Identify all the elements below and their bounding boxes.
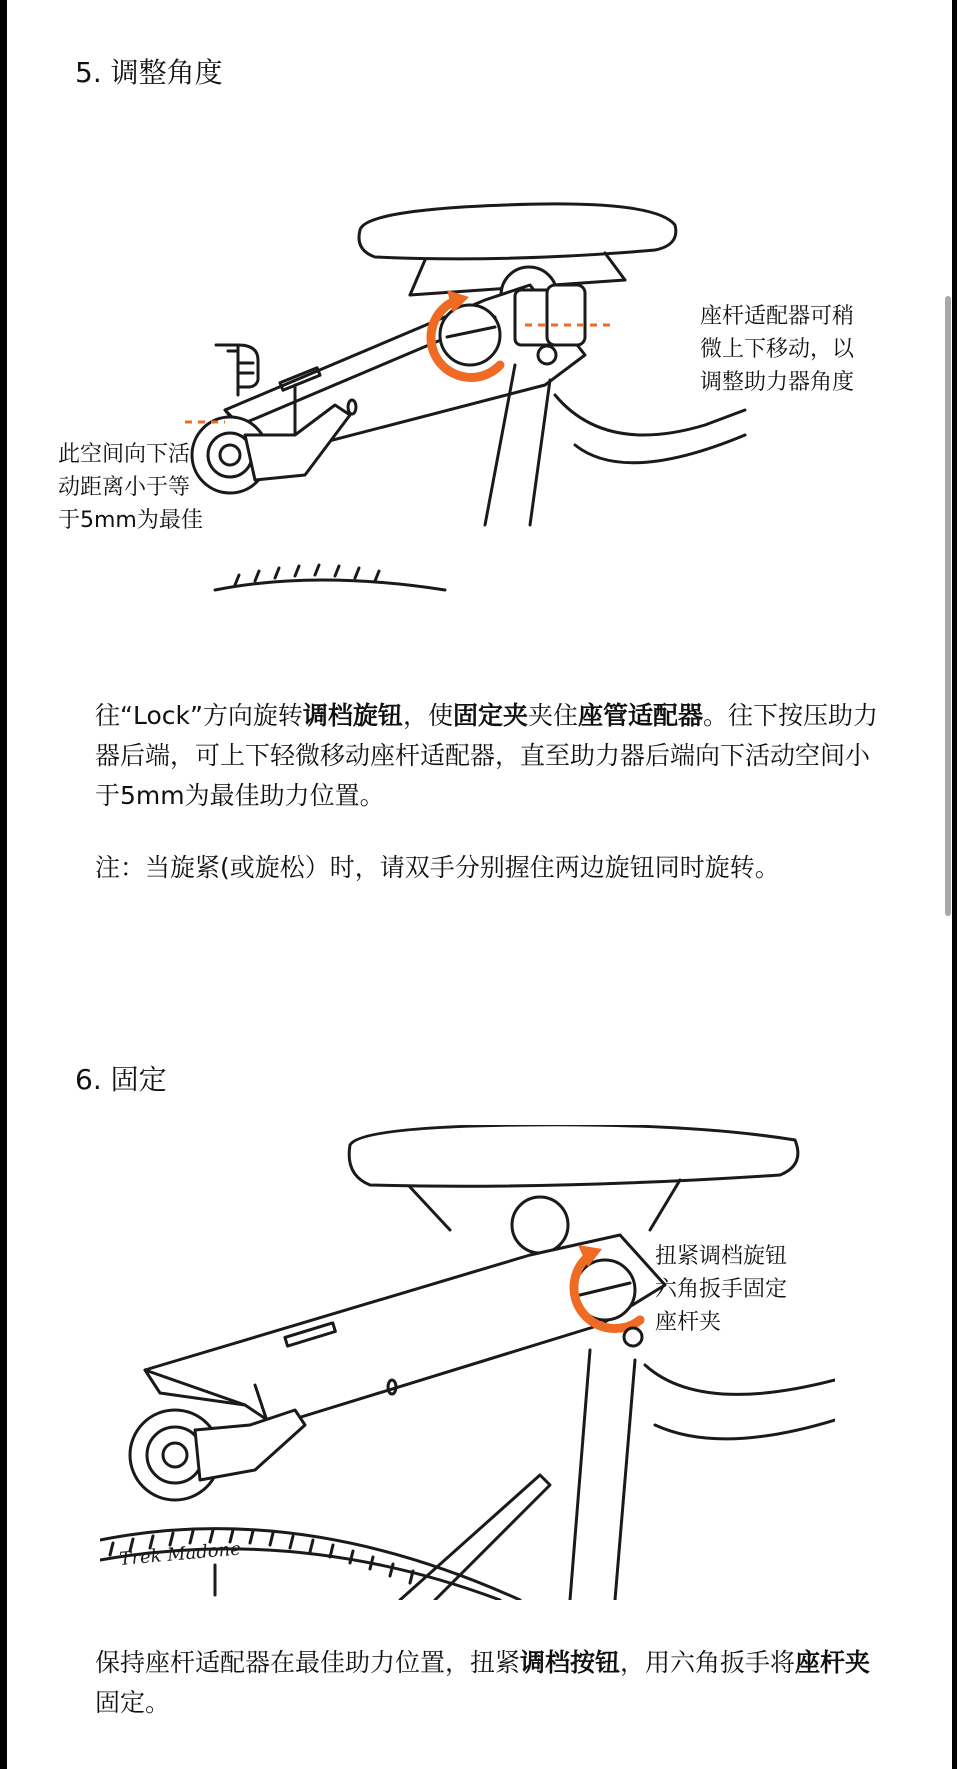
section-5-instruction (95, 696, 885, 816)
window-border-right (952, 0, 957, 1769)
callout-line: 此空间向下活 (58, 442, 191, 467)
text-run: 夹住 (527, 701, 578, 730)
pointing-hand-icon (208, 325, 268, 405)
text-run-bold: 固定夹 (452, 701, 528, 730)
section-5-callout-space (58, 438, 203, 537)
section-5-heading: 5. 调整角度 (75, 56, 223, 89)
text-run: 。往下按压助力器后端，可上下轻微移动座杆适配器，直至助力器后端向下活动空间小于5mm为最佳助力位置。 (95, 701, 879, 810)
callout-line: 扭紧调档旋钮 (655, 1244, 788, 1269)
section-6-instruction (95, 1643, 885, 1723)
text-run: 往“Lock”方向旋转 (95, 701, 303, 730)
section-5-illustration (185, 185, 785, 595)
text-run: 保持座杆适配器在最佳助力位置，扭紧 (95, 1648, 521, 1677)
scrollbar-thumb[interactable] (945, 296, 951, 916)
callout-line: 于5mm为最佳 (58, 508, 203, 533)
section-5-callout-adapter (700, 300, 854, 399)
callout-line: 座杆适配器可稍 (700, 304, 855, 329)
callout-line: 座杆夹 (655, 1310, 722, 1335)
text-run-bold: 调档按钮 (520, 1648, 621, 1677)
text-run-bold: 调档旋钮 (302, 701, 403, 730)
section-6-illustration (100, 1125, 835, 1600)
wheel-brand-text: Trek Madone (118, 1538, 242, 1570)
text-run-bold: 座管适配器 (577, 701, 703, 730)
section-5-note: 注：当旋紧(或旋松）时，请双手分别握住两边旋钮同时旋转。 (95, 853, 780, 882)
callout-line: 动距离小于等 (58, 475, 191, 500)
callout-line: 调整助力器角度 (700, 370, 855, 395)
text-run: ，使 (402, 701, 453, 730)
text-run-bold: 座杆夹 (795, 1648, 871, 1677)
text-run: 固定。 (95, 1688, 171, 1717)
callout-line: 微上下移动，以 (700, 337, 855, 362)
section-6-callout-tighten (655, 1240, 787, 1339)
callout-line: 六角扳手固定 (655, 1277, 788, 1302)
section-6-heading: 6. 固定 (75, 1063, 167, 1096)
text-run: ，用六角扳手将 (620, 1648, 796, 1677)
window-border-left (0, 0, 7, 1769)
